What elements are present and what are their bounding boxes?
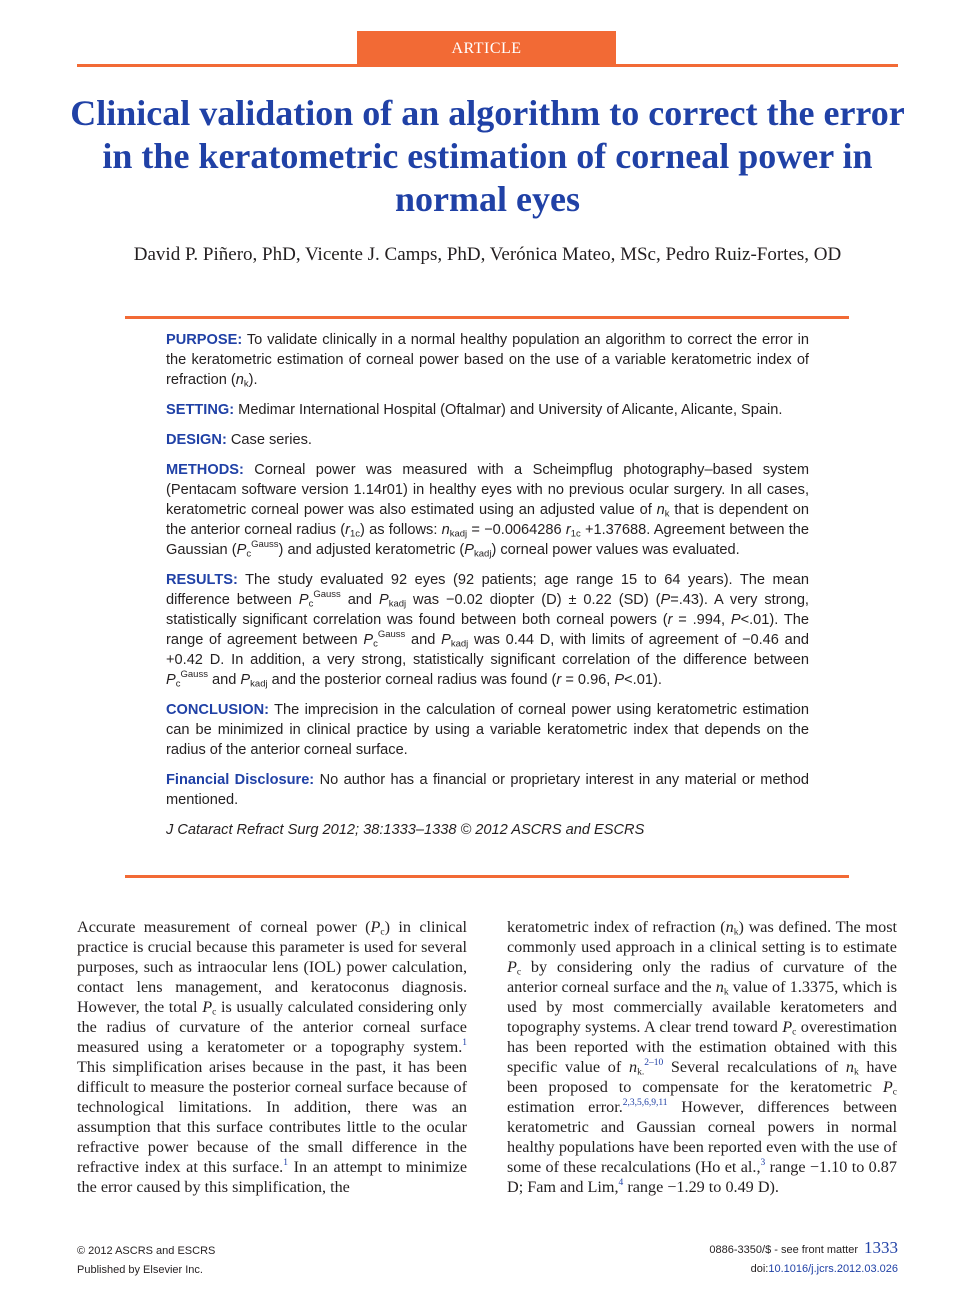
body-column-left	[77, 917, 467, 1197]
issn: 0886-3350/$ - see front matter	[709, 1244, 858, 1256]
abstract-methods: METHODS: Corneal power was measured with a Scheimpflug photography–based system (Pentacam software version 1.14r01) in healthy eyes with no previous ocular surgery. In all cases, keratometric corneal power was also estimated using an adjusted value of $n_k$ that is dependent on the anterior corneal radius $(r_{1c})$ as follows: $n_{kadj} = -0.0064286$ $r_{1c} +1.37688$. Agreement between the Gaussian $(P_c^{Gauss})$ and adjusted keratometric $(P_{kadj})$ corneal power values was evaluated.	[166, 462, 809, 560]
footer-right	[478, 1238, 898, 1279]
abstract-conclusion	[166, 700, 809, 760]
reference-link[interactable]: 2–10	[644, 1057, 664, 1068]
abstract-results: RESULTS: The study evaluated 92 eyes (92 patients; age range 15 to 64 years). The mean difference between $P_c^{Gauss}$ and $P_{kadj}$ was −0.02 diopter (D) ± 0.22 (SD) (P=.43). A very strong, statistically significant correlation was found between both corneal powers (r = .994, P<.01). The range of agreement between $P_c^{Gauss}$ and $P_{kadj}$ was 0.44 D, with limits of agreement of −0.46 and +0.42 D. In addition, a very strong, statistically significant correlation of the difference between $P_c^{Gauss}$ and $P_{kadj}$ and the posterior corneal radius was found (r = 0.96, P<.01).	[166, 572, 809, 690]
body-paragraph: keratometric index of refraction $(n_k)$ was defined. The most commonly used approach in a clinical setting is to estimate $P_c$ by considering only the radius of curvature of the anterior corneal surface and the $n_k$ value of 1.3375, which is used by most commercially available keratometers and topography systems. A clear trend toward $P_c$ overestimation has been reported with the estimation obtained with this specific value of $n_{k.}^{2-10}$ Several recalculations of $n_k$ have been proposed to compensate for the keratometric $P_c$ estimation error.$^{2,3,5,6,9,11}$ However, differences between keratometric and Gaussian corneal powers in normal healthy populations have been reported even with the use of some of these recalculations (Ho et al.,$^3$ range −1.10 to 0.87 D; Fam and Lim,$^4$ range −1.29 to 0.49 D).	[507, 918, 898, 1196]
reference-link[interactable]: 2,3,5,6,9,11	[622, 1097, 668, 1108]
purpose-label: PURPOSE:	[166, 332, 243, 348]
journal-citation: J Cataract Refract Surg 2012; 38:1333–1338 © 2012 ASCRS and ESCRS	[166, 822, 645, 838]
conclusion-label: CONCLUSION:	[166, 702, 269, 718]
disclosure-text: No author has a financial or proprietary interest in any material or method mentioned.	[166, 772, 809, 808]
conclusion-text: The imprecision in the calculation of corneal power using keratometric estimation can be minimized in clinical practice by using a variable keratometric index that depends on the radius of the anterior corneal surface.	[166, 702, 809, 758]
disclosure-label: Financial Disclosure:	[166, 772, 315, 788]
body-column-right	[507, 917, 897, 1197]
publisher: Published by Elsevier Inc.	[77, 1264, 203, 1276]
copyright: © 2012 ASCRS and ESCRS	[77, 1245, 216, 1257]
page-number: 1333	[864, 1238, 898, 1257]
abstract	[166, 330, 809, 850]
reference-link[interactable]: 1	[462, 1037, 467, 1048]
top-rule	[77, 64, 898, 67]
design-label: DESIGN:	[166, 432, 227, 448]
setting-text: Medimar International Hospital (Oftalmar) and University of Alicante, Alicante, Spain.	[234, 402, 783, 418]
doi-prefix: doi:	[750, 1263, 769, 1275]
methods-text: Corneal power was measured with a Scheimpflug photography–based system (Pentacam software version 1.14r01) in healthy eyes with no previous ocular surgery. In all cases, keratometric corneal power was also estimated using an adjusted value of	[166, 462, 809, 518]
abstract-disclosure	[166, 770, 809, 810]
reference-link[interactable]: 4	[618, 1177, 624, 1188]
purpose-text: To validate clinically in a normal healthy population an algorithm to correct the error in the keratometric estimation of corneal power based on the use of a variable keratometric index of refraction (	[166, 332, 809, 388]
doi-link[interactable]: 10.1016/j.jcrs.2012.03.026	[768, 1263, 898, 1275]
abstract-setting	[166, 400, 809, 420]
reference-link[interactable]: 3	[760, 1157, 766, 1168]
article-title: Clinical validation of an algorithm to correct the error in the keratometric estimation of corneal power in normal eyes	[70, 93, 905, 219]
author-list: David P. Piñero, PhD, Vicente J. Camps, PhD, Verónica Mateo, MSc, Pedro Ruiz-Fortes, OD	[133, 244, 842, 265]
body-paragraph: Accurate measurement of corneal power $(P_c)$ in clinical practice is crucial because this parameter is used for several purposes, such as intraocular lens (IOL) power calculation, contact lens management, and keratoconus diagnosis. However, the total $P_c$ is usually calculated considering only the radius of curvature of the anterior corneal surface measured using a keratometer or a topography system.$^1$ This simplification arises because in the past, it has been difficult to measure the posterior corneal surface because of technological limitations. In addition, there was an assumption that this surface contributes little to the ocular refractive power because of the small difference in the refractive index at this surface.$^1$ In an attempt to minimize the error caused by this simplification, the	[77, 918, 468, 1196]
abstract-design	[166, 430, 809, 450]
design-text: Case series.	[226, 432, 312, 448]
results-label: RESULTS:	[166, 572, 238, 588]
abstract-bottom-rule	[125, 875, 849, 878]
abstract-top-rule	[125, 316, 849, 319]
article-type-tag: ARTICLE	[357, 31, 616, 66]
results-text: The study evaluated 92 eyes (92 patients; age range 15 to 64 years). The mean difference between	[166, 572, 809, 608]
reference-link[interactable]: 1	[283, 1157, 288, 1168]
abstract-purpose: PURPOSE: To validate clinically in a normal healthy population an algorithm to correct the error in the keratometric estimation of corneal power based on the use of a variable keratometric index of refraction $(n_k)$.	[166, 332, 809, 390]
setting-label: SETTING:	[166, 402, 235, 418]
methods-label: METHODS:	[166, 462, 244, 478]
footer-left	[77, 1242, 497, 1280]
